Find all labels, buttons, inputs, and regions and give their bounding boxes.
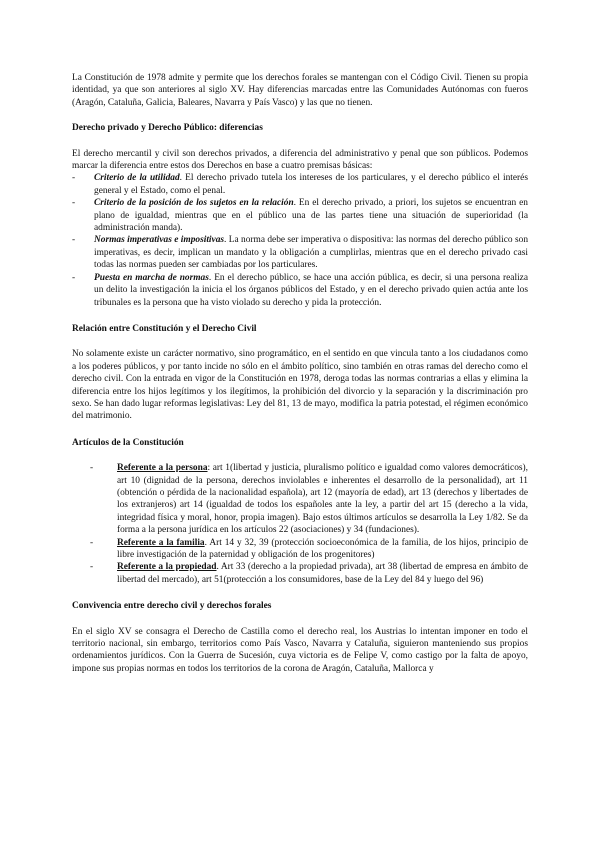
article-text: . Art 33 (derecho a la propiedad privada), art 38 (libertad de empresa en ámbito de libertad del mercado), art 51(protección a los consumidores, base de la Ley del 84 y luego del 96) [117,562,528,585]
article-term: Referente a la familia [117,537,205,548]
criterion-text: . El derecho privado tutela los intereses de los particulares, y el derecho público el interés general y el Estado, como el penal. [94,173,528,196]
paragraph-derecho-privado-publico: El derecho mercantil y civil son derechos privados, a diferencia del administrativo y penal que son públicos. Podemos marcar la diferencia entre estos dos Derechos en base a cuatro premisas básicas: [72,148,528,172]
criterion-text: . La norma debe ser imperativa o dispositiva: las normas del derecho público son imperativas, es decir, implican un mandato y la obligación a cumplirlas, mientras que en el derecho privado casi todas las normas pueden ser cambiadas por los particulares. [94,235,529,271]
article-term: Referente a la persona [117,463,208,474]
list-item [94,197,528,234]
paragraph-constitucion-derecho-civil: No solamente existe un carácter normativo, sino programático, en el sentido en que vincula tanto a los ciudadanos como a los poderes públicos, y por tanto incide no sólo en el ámbito político, sino también en otras ramas del derecho como el derecho civil. Con la entrada en vigor de la Constitución en 1978, deroga todas las normas contrarias a ellas y elimina la diferencia entre los hijos legítimos y los ilegítimos, la prohibición del divorcio y la separación y la discriminación pro sexo. Se han dado lugar reformas legislativas: Ley del 81, 13 de mayo, modifica la patria potestad, el régimen económico del matrimonio. [72,349,528,422]
articles-list [72,462,528,586]
list-item [117,537,528,562]
criterion-text: . En el derecho público, se hace una acción pública, es decir, si una persona realiza un delito la investigación la inicia el los órganos públicos del Estado, y en el derecho privado quien actúa ante los tribunales es la persona que ha visto violado su derecho y pida la protección. [94,272,528,308]
heading-articulos-constitucion: Artículos de la Constitución [72,437,184,448]
list-item [94,272,528,309]
list-item [94,172,528,197]
criterion-term: Criterio de la utilidad [94,173,180,184]
heading-constitucion-derecho-civil: Relación entre Constitución y el Derecho Civil [72,323,257,334]
criteria-list [72,172,528,308]
article-text: : art 1(libertad y justicia, pluralismo político e igualdad como valores democráticos), art 10 (dignidad de la persona, derechos inviolables e inherentes el desarrollo de la personalidad), art 11 (obtención o pérdida de la nacionalidad española), art 12 (mayoría de edad), art 13 (derechos y libertades de los extranjeros) art 14 (igualdad de todos los españoles ante la ley, a partir del art 15 (derecho a la vida, integridad física y moral, honor, propia imagen). Bajo estos últimos artículos se desarrolla la Ley 1/82. Se da forma a la persona jurídica en los artículos 22 (asociaciones) y 34 (fundaciones). [117,463,529,536]
heading-derecho-privado-publico: Derecho privado y Derecho Público: diferencias [72,123,263,134]
paragraph-convivencia-derechos: En el siglo XV se consagra el Derecho de Castilla como el derecho real, los Austrias lo intentan imponer en todo el territorio nacional, sin embargo, territorios como País Vasco, Navarra y Cataluña, siguieron manteniendo sus propios ordenamientos jurídicos. Con la Guerra de Sucesión, cuya victoria es de Felipe V, como castigo por la falta de apoyo, impone sus propias normas en todos los territorios de la corona de Aragón, Cataluña, Mallorca y [72,626,528,674]
intro-paragraph: La Constitución de 1978 admite y permite que los derechos forales se mantengan con el Código Civil. Tienen su propia identidad, ya que son anteriores al siglo XV. Hay diferencias marcadas entre las Comunidades Autónomas con fueros (Aragón, Cataluña, Galicia, Baleares, Navarra y País Vasco) y las que no tienen. [72,73,528,108]
criterion-term: Criterio de la posición de los sujetos en la relación [94,198,294,209]
list-item [117,561,528,586]
criterion-text: . En el derecho privado, a priori, los sujetos se encuentran en plano de igualdad, mientras que en el público una de las partes tiene una situación de superioridad (la administración manda). [94,198,528,234]
article-term: Referente a la propiedad [117,562,217,573]
criterion-term: Puesta en marcha de normas [94,272,209,283]
criterion-term: Normas imperativas e impositivas [94,235,225,246]
heading-convivencia-derechos: Convivencia entre derecho civil y derechos forales [72,601,272,612]
list-item [94,234,528,271]
article-text: . Art 14 y 32, 39 (protección socioeconómica de la familia, de los hijos, principio de libre investigación de la paternidad y obligación de los progenitores) [117,537,528,560]
list-item [117,462,528,536]
